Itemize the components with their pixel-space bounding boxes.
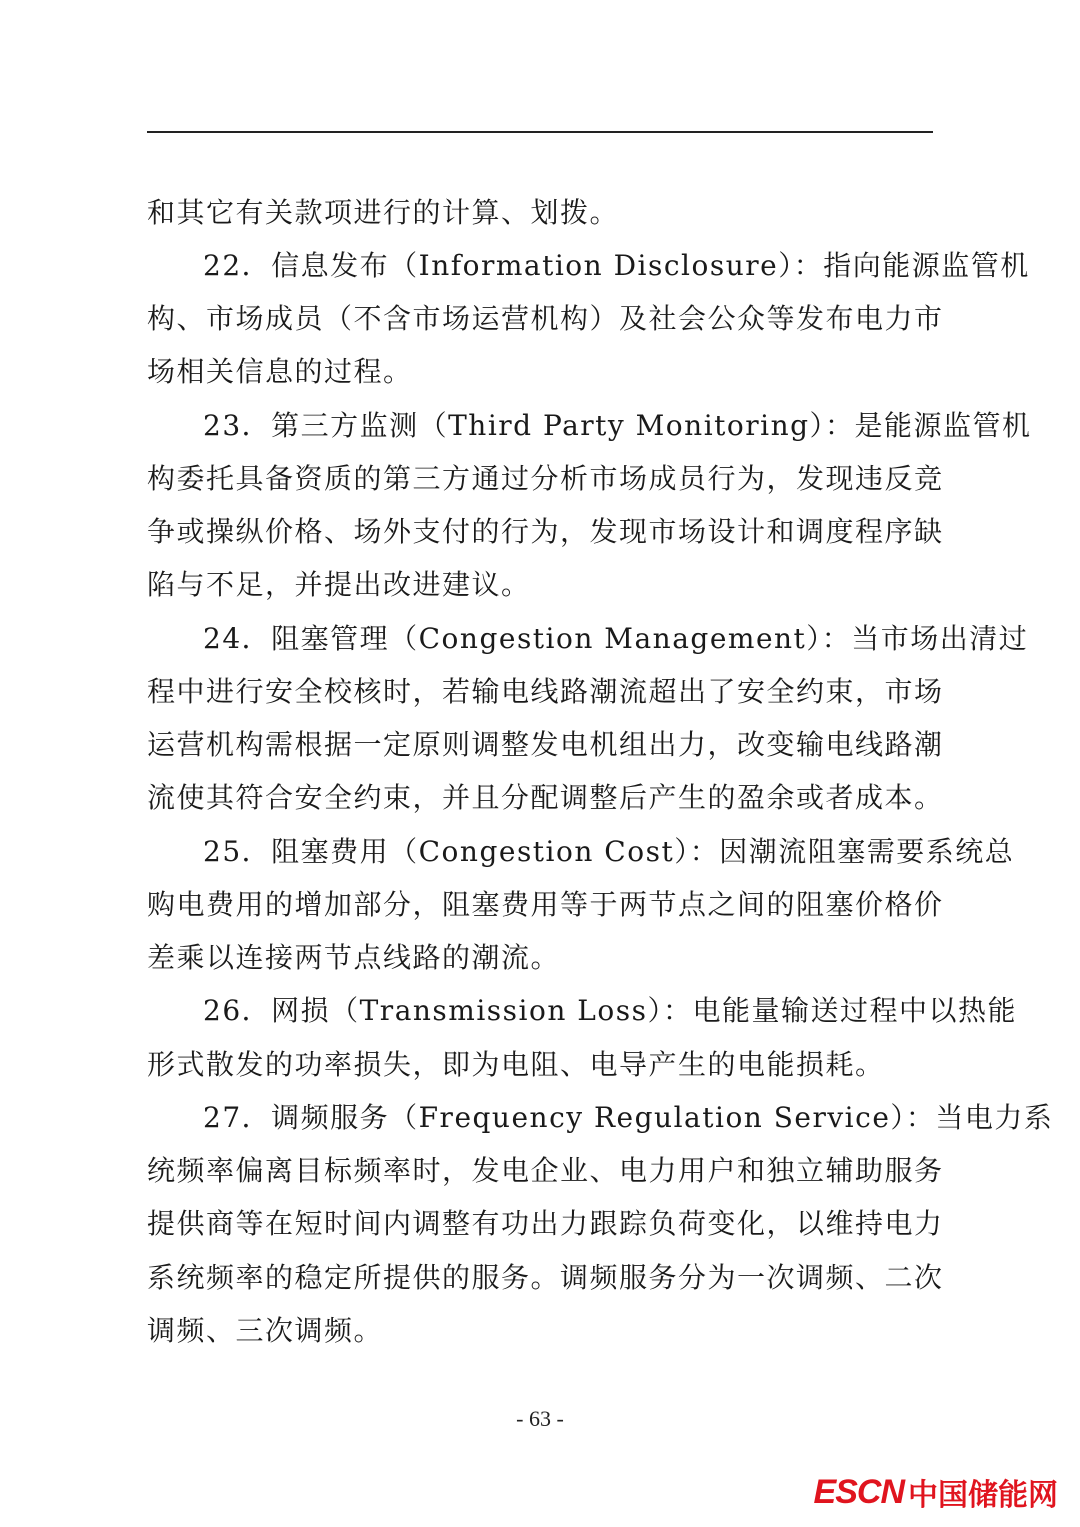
text-line: 构、市场成员（不含市场运营机构）及社会公众等发布电力市 [147,302,944,335]
escn-watermark-logo [814,1470,1058,1514]
text-line: 统频率偏离目标频率时，发电企业、电力用户和独立辅助服务 [147,1154,944,1187]
watermark-en: ESCN [813,1472,904,1511]
text-line: 争或操纵价格、场外支付的行为，发现市场设计和调度程序缺 [147,515,944,548]
text-line: 27．调频服务（Frequency Regulation Service）：当电力系 [203,1101,1054,1134]
text-line: 23．第三方监测（Third Party Monitoring）：是能源监管机 [203,409,1032,442]
text-line: 形式散发的功率损失，即为电阻、电导产生的电能损耗。 [147,1048,885,1081]
text-line: 差乘以连接两节点线路的潮流。 [147,941,561,974]
text-line: 购电费用的增加部分，阻塞费用等于两节点之间的阻塞价格价 [147,888,944,921]
text-line: 24．阻塞管理（Congestion Management）：当市场出清过 [203,622,1029,655]
text-line: 系统频率的稳定所提供的服务。调频服务分为一次调频、二次 [147,1261,944,1294]
text-line: 陷与不足，并提出改进建议。 [147,568,531,601]
text-line: 调频、三次调频。 [147,1314,384,1347]
text-line: 场相关信息的过程。 [147,355,413,388]
text-line: 程中进行安全校核时，若输电线路潮流超出了安全约束，市场 [147,675,944,708]
text-line: 和其它有关款项进行的计算、划拨。 [147,196,620,229]
text-line: 提供商等在短时间内调整有功出力跟踪负荷变化，以维持电力 [147,1207,944,1240]
text-line: 26．网损（Transmission Loss）：电能量输送过程中以热能 [203,994,1017,1027]
text-line: 运营机构需根据一定原则调整发电机组出力，改变输电线路潮 [147,728,944,761]
watermark-cn: 中国储能网 [908,1479,1058,1512]
text-line: 流使其符合安全约束，并且分配调整后产生的盈余或者成本。 [147,781,944,814]
page-number: - 63 - [516,1406,564,1431]
header-rule [147,131,933,133]
text-line: 22．信息发布（Information Disclosure）：指向能源监管机 [203,249,1030,282]
text-line: 25．阻塞费用（Congestion Cost）：因潮流阻塞需要系统总 [203,835,1015,868]
text-line: 构委托具备资质的第三方通过分析市场成员行为，发现违反竞 [147,462,944,495]
